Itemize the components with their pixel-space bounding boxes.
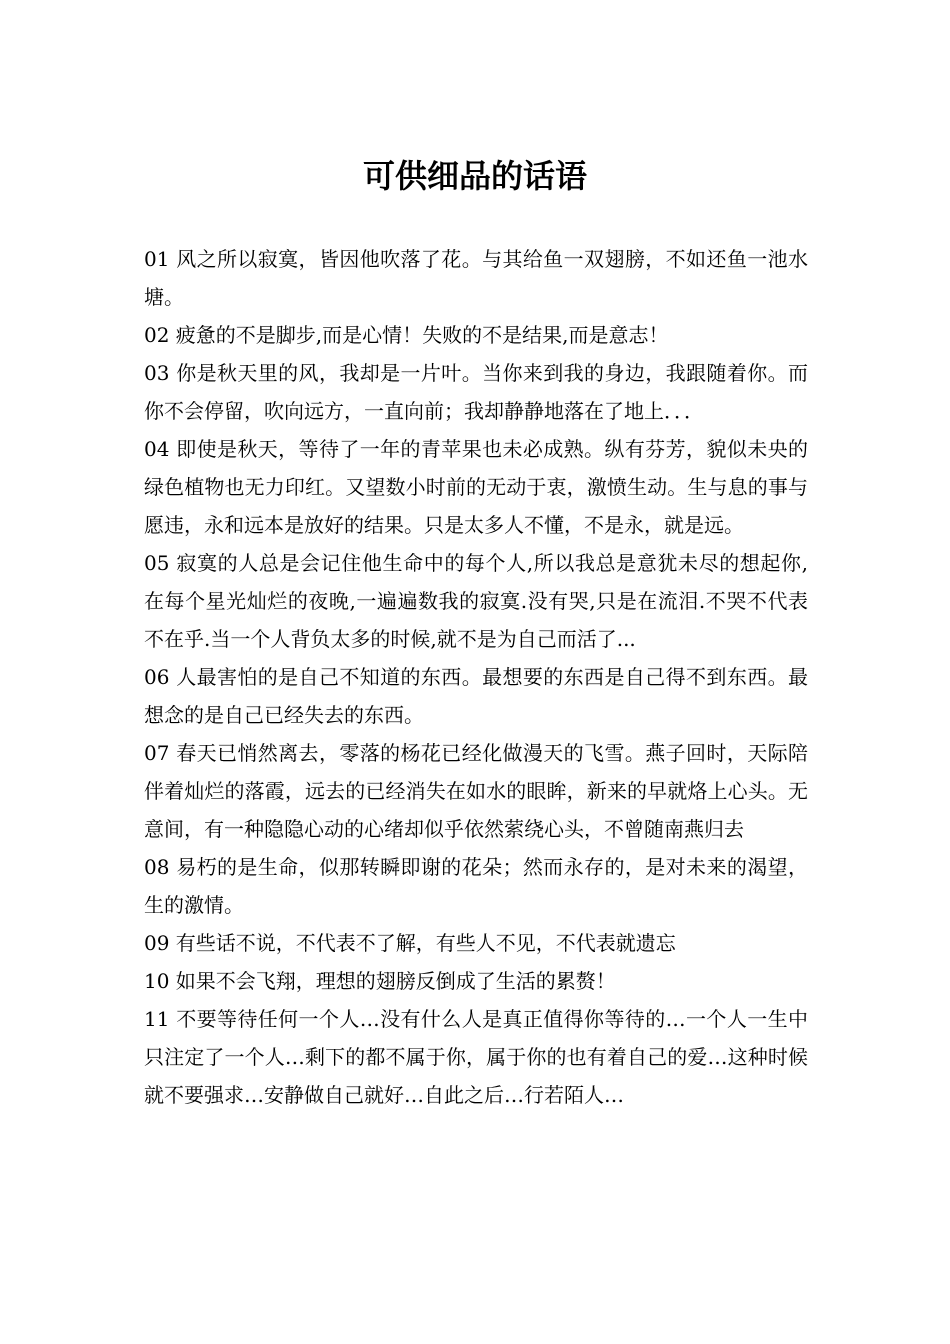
paragraph-01: 01 风之所以寂寞，皆因他吹落了花。与其给鱼一双翅膀，不如还鱼一池水塘。 [144, 247, 808, 309]
page-title: 可供细品的话语 [362, 157, 587, 195]
paragraph-10: 10 如果不会飞翔，理想的翅膀反倒成了生活的累赘！ [144, 969, 616, 993]
document-body [144, 240, 808, 1114]
paragraph-03: 03 你是秋天里的风，我却是一片叶。当你来到我的身边，我跟随着你。而你不会停留，吹向远方，一直向前；我却静静地落在了地上．．． [144, 361, 808, 423]
paragraph-02: 02 疲惫的不是脚步,而是心情！失败的不是结果,而是意志！ [144, 323, 669, 347]
paragraph-08: 08 易朽的是生命，似那转瞬即谢的花朵；然而永存的，是对未来的渴望，生的激情。 [144, 855, 808, 917]
paragraph-04: 04 即使是秋天，等待了一年的青苹果也未必成熟。纵有芬芳，貌似未央的绿色植物也无力印红。又望数小时前的无动于衷，激愤生动。生与息的事与愿违，永和远本是放好的结果。只是太多人不懂，不是永，就是远。 [144, 437, 808, 537]
paragraph-09: 09 有些话不说，不代表不了解，有些人不见，不代表就遗忘 [144, 931, 676, 955]
paragraph-05: 05 寂寞的人总是会记住他生命中的每个人,所以我总是意犹未尽的想起你,在每个星光灿烂的夜晚,一遍遍数我的寂寞.没有哭,只是在流泪.不哭不代表不在乎.当一个人背负太多的时候,就不是为自己而活了... [144, 551, 808, 651]
paragraph-06: 06 人最害怕的是自己不知道的东西。最想要的东西是自己得不到东西。最想念的是自己已经失去的东西。 [144, 665, 808, 727]
paragraph-07: 07 春天已悄然离去，零落的杨花已经化做漫天的飞雪。燕子回时，天际陪伴着灿烂的落霞，远去的已经消失在如水的眼眸，新来的早就烙上心头。无意间，有一种隐隐心动的心绪却似乎依然萦绕心头，不曾随南燕归去 [144, 741, 808, 841]
paragraph-11: 11 不要等待任何一个人…没有什么人是真正值得你等待的…一个人一生中只注定了一个人…剩下的都不属于你，属于你的也有着自己的爱…这种时候就不要强求…安静做自己就好…自此之后…行若陌人… [144, 1007, 808, 1107]
